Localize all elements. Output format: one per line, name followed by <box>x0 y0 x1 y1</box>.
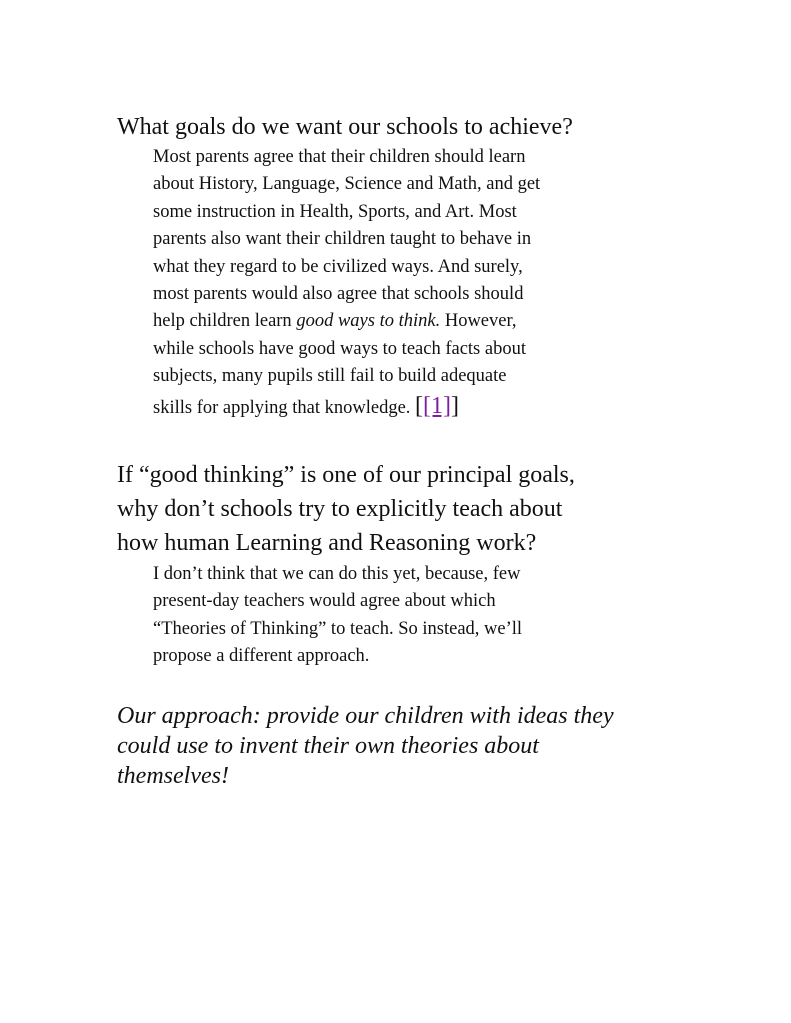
paragraph-line: present-day teachers would agree about which <box>153 591 496 612</box>
emphasis-text: good ways to think. <box>296 311 441 332</box>
paragraph-line: most parents would also agree that schools should <box>153 284 524 305</box>
heading-line: why don’t schools try to explicitly teach about <box>117 496 563 522</box>
reference-bracket-close: ] <box>451 392 460 419</box>
paragraph-line: while schools have good ways to teach facts about <box>153 338 526 359</box>
paragraph-line: Most parents agree that their children should learn <box>153 147 526 167</box>
paragraph-line <box>153 308 540 335</box>
footnote-link[interactable]: [1] <box>423 392 452 419</box>
paragraph-line: parents also want their children taught to behave in <box>153 229 532 250</box>
heading-line: how human Learning and Reasoning work? <box>117 530 537 556</box>
approach-line: could use to invent their own theories about <box>117 733 539 759</box>
text-run: skills for applying that knowledge. <box>153 397 416 418</box>
reference-bracket-open: [ <box>415 392 424 419</box>
section-heading-good-thinking <box>117 458 575 560</box>
heading-line: What goals do we want our schools to achieve? <box>117 114 573 140</box>
approach-line: themselves! <box>117 763 229 789</box>
paragraph-line: propose a different approach. <box>153 646 370 667</box>
paragraph-line: I don’t think that we can do this yet, because, few <box>153 564 521 584</box>
paragraph-goals <box>153 144 540 422</box>
paragraph-line: what they regard to be civilized ways. And surely, <box>153 256 523 277</box>
text-run: help children learn <box>153 311 297 332</box>
heading-line: If “good thinking” is one of our principal goals, <box>117 462 575 488</box>
approach-statement <box>117 701 614 791</box>
paragraph-line: about History, Language, Science and Math, and get <box>153 174 541 195</box>
text-run: However, <box>440 311 517 332</box>
paragraph-line <box>153 393 540 422</box>
paragraph-good-thinking <box>153 561 522 671</box>
approach-line: Our approach: provide our children with ideas they <box>117 703 614 729</box>
paragraph-line: some instruction in Health, Sports, and Art. Most <box>153 201 517 222</box>
paragraph-line: subjects, many pupils still fail to build adequate <box>153 366 507 387</box>
paragraph-line: “Theories of Thinking” to teach. So instead, we’ll <box>153 618 523 639</box>
section-heading-goals <box>117 110 573 144</box>
